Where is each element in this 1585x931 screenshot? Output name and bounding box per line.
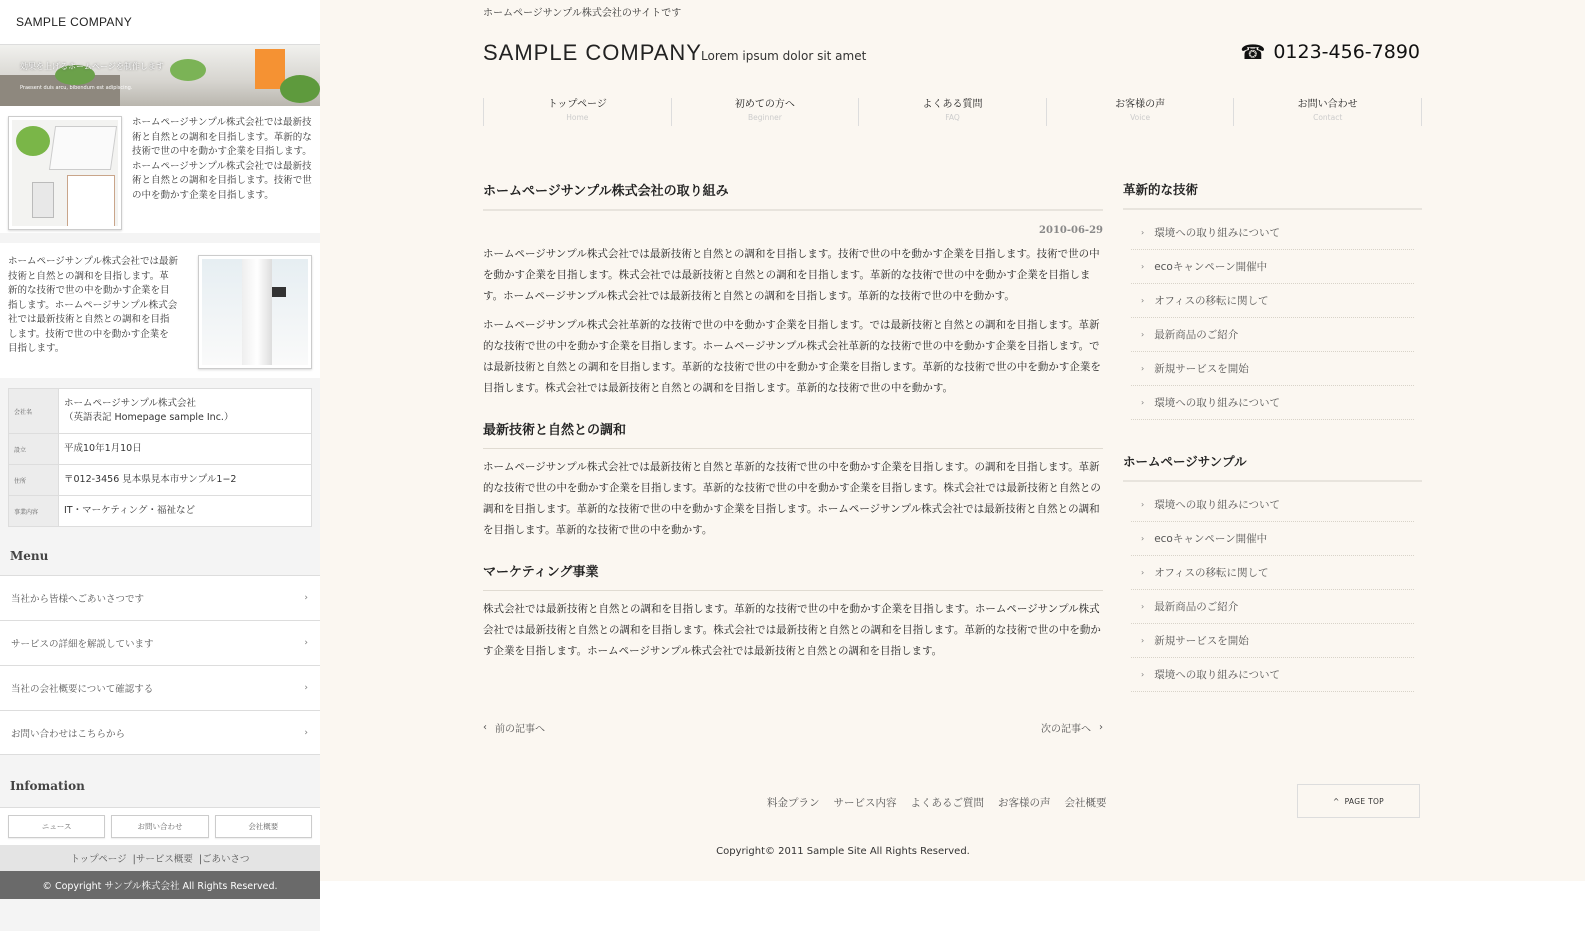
nav-label: お客様の声 <box>1115 99 1166 110</box>
sidebar-menu-item-contact[interactable] <box>0 710 320 755</box>
table-cell: 平成10年1月10日 <box>64 443 142 454</box>
chevron-right-icon: › <box>1141 670 1145 679</box>
chevron-right-icon: › <box>304 593 308 603</box>
table-cell: 〒012-3456 見本県見本市サンプル1−2 <box>64 474 237 485</box>
footer-link-voice[interactable]: お客様の声 <box>998 797 1051 809</box>
footer-link-services[interactable]: サービス内容 <box>833 797 897 809</box>
sidebar-intro-text: ホームページサンプル株式会社では最新技術と自然との調和を目指します。革新的な技術で世の中を動かす企業を目指します。ホームページサンプル株式会社では最新技術と自然との調和を目指します。技術で世の中を動かす企業を目指します。 <box>132 117 312 201</box>
site-tagline: ホームページサンプル株式会社のサイトです <box>483 8 682 19</box>
sidebar-menu-item-service[interactable] <box>0 620 320 665</box>
prev-article-link[interactable] <box>483 720 545 735</box>
news-button[interactable]: ニュース <box>8 815 105 838</box>
chevron-left-icon: ‹ <box>483 722 487 733</box>
table-header-cell: 設立 <box>9 434 59 464</box>
footer-copyright: Copyright© 2011 Sample Site All Rights Reserved. <box>716 846 970 857</box>
nav-item-home[interactable] <box>483 98 671 126</box>
chevron-right-icon: › <box>1141 296 1145 305</box>
link-greeting[interactable]: |ごあいさつ <box>198 854 250 865</box>
nav-sublabel: FAQ <box>945 113 960 122</box>
nav-item-contact[interactable] <box>1233 98 1422 126</box>
article-paragraph: ホームページサンプル株式会社では最新技術と自然との調和を目指します。技術で世の中を動かす企業を目指します。技術で世の中を動かす企業を目指します。株式会社では最新技術と自然との調和を目指します。革新的な技術で世の中を動かす企業を目指します。ホームページサンプル株式会社では最新技術と自然との調和を目指します。革新的な技術で世の中を動かす。 <box>483 248 1100 302</box>
telephone-icon: ☎ <box>1240 40 1266 64</box>
laptop-photo-image <box>12 120 118 226</box>
chevron-right-icon: › <box>1141 398 1145 407</box>
right-section-list <box>1131 488 1414 692</box>
footer-link-faq[interactable]: よくあるご質問 <box>910 797 984 809</box>
list-item-label: ecoキャンペーン開催中 <box>1154 261 1268 273</box>
chevron-right-icon: › <box>1141 534 1145 543</box>
photo-laptop <box>49 126 117 170</box>
laptop-photo <box>8 116 122 230</box>
sidebar-intro-block <box>0 106 320 243</box>
site-logo[interactable]: SAMPLE COMPANY <box>483 40 702 65</box>
sidebar-banner-image <box>0 45 320 106</box>
footer-link-pricing[interactable]: 料金プラン <box>767 797 820 809</box>
list-item-label: 環境への取り組みについて <box>1154 227 1280 239</box>
caret-up-icon: ^ <box>1333 796 1340 806</box>
list-item[interactable] <box>1131 556 1414 590</box>
article-pager <box>483 720 1103 735</box>
contact-button[interactable]: お問い合わせ <box>111 815 208 838</box>
photo-phone <box>32 182 54 218</box>
photo-screen <box>272 287 286 297</box>
page-top-label: PAGE TOP <box>1344 796 1384 806</box>
list-item[interactable] <box>1131 250 1414 284</box>
list-item[interactable] <box>1131 590 1414 624</box>
company-overview-button[interactable]: 会社概要 <box>215 815 312 838</box>
article-date: 2010-06-29 <box>1039 225 1103 236</box>
article-paragraph: 株式会社では最新技術と自然との調和を目指します。革新的な技術で世の中を動かす企業を目指します。ホームページサンプル株式会社では最新技術と自然との調和を目指します。株式会社では最新技術と自然との調和を目指します。革新的な技術で世の中を動かす企業を目指します。ホームページサンプル株式会社では最新技術と自然との調和を目指します。 <box>483 603 1101 657</box>
footer-links <box>767 795 1107 810</box>
nav-label: トップページ <box>547 99 607 110</box>
next-article-label: 次の記事へ <box>1041 724 1091 735</box>
table-cell: IT・マーケティング・福祉など <box>64 505 195 516</box>
list-item-label: 環境への取り組みについて <box>1154 397 1280 409</box>
banner-caption: 効果を上げるホームページを制作します <box>20 62 164 71</box>
list-item[interactable] <box>1131 488 1414 522</box>
list-item[interactable] <box>1131 216 1414 250</box>
chevron-right-icon: › <box>1099 722 1103 733</box>
list-item-label: 新規サービスを開始 <box>1154 363 1249 375</box>
nav-sublabel: Voice <box>1130 113 1151 122</box>
article-paragraph: ホームページサンプル株式会社では最新技術と自然と革新的な技術で世の中を動かす企業を目指します。の調和を目指します。革新的な技術で世の中を動かす企業を目指します。革新的な技術で世の中を動かす企業を目指します。株式会社では最新技術と自然との調和を目指します。革新的な技術で世の中を動かす企業を目指します。ホームページサンプル株式会社では最新技術と自然との調和を目指します。革新的な技術で世の中を動かす。 <box>483 461 1101 536</box>
nav-item-faq[interactable] <box>858 98 1046 126</box>
nav-sublabel: Beginner <box>747 113 782 122</box>
site-logo-subtitle: Lorem ipsum dolor sit amet <box>701 49 867 63</box>
chevron-right-icon: › <box>1141 330 1145 339</box>
article <box>483 180 1103 662</box>
sidebar-bottom-links <box>0 845 320 871</box>
sidebar-copyright: © Copyright サンプル株式会社 All Rights Reserved. <box>0 871 320 899</box>
menu-item-label: 当社から皆様へごあいさつです <box>11 594 145 605</box>
right-section-title: 革新的な技術 <box>1123 180 1422 210</box>
list-item-label: 環境への取り組みについて <box>1154 499 1280 511</box>
nav-label: よくある質問 <box>922 99 983 110</box>
chevron-right-icon: › <box>1141 228 1145 237</box>
article-title: ホームページサンプル株式会社の取り組み <box>483 180 1103 211</box>
sidebar-menu-item-company[interactable] <box>0 665 320 710</box>
list-item[interactable] <box>1131 624 1414 658</box>
sidebar-intro-text-2: ホームページサンプル株式会社では最新技術と自然との調和を目指します。革新的な技術で世の中を動かす企業を目指します。ホームページサンプル株式会社では最新技術と自然との調和を目指します。技術で世の中を動かす企業を目指します。 <box>8 256 178 354</box>
list-item[interactable] <box>1131 284 1414 318</box>
list-item-label: 最新商品のご紹介 <box>1154 601 1239 613</box>
list-item[interactable] <box>1131 658 1414 692</box>
link-top-page[interactable]: トップページ <box>70 854 127 865</box>
nav-sublabel: Home <box>566 113 589 122</box>
menu-item-label: サービスの詳細を解説しています <box>11 639 154 650</box>
list-item-label: 新規サービスを開始 <box>1154 635 1249 647</box>
banner-plant <box>280 75 320 103</box>
sidebar-menu-item-greeting[interactable] <box>0 575 320 620</box>
table-row <box>9 496 311 526</box>
sidebar-logo[interactable]: SAMPLE COMPANY <box>0 0 320 45</box>
list-item[interactable] <box>1131 386 1414 420</box>
office-photo <box>198 255 312 369</box>
chevron-right-icon: › <box>304 727 308 738</box>
next-article-link[interactable] <box>1041 720 1103 735</box>
section-spacer <box>1123 420 1422 452</box>
right-section-title: ホームページサンプル <box>1123 452 1422 482</box>
main-area <box>320 0 1585 881</box>
menu-item-label: 当社の会社概要について確認する <box>11 684 154 695</box>
list-item[interactable] <box>1131 522 1414 556</box>
chevron-right-icon: › <box>1141 602 1145 611</box>
phone-number <box>1240 40 1420 64</box>
section-heading: マーケティング事業 <box>483 561 1103 591</box>
list-item-label: オフィスの移転に関して <box>1154 295 1269 307</box>
phone-number-text: 0123-456-7890 <box>1273 41 1420 63</box>
chevron-right-icon: › <box>1141 262 1145 271</box>
chevron-right-icon: › <box>304 683 308 693</box>
company-info-table <box>8 388 312 527</box>
banner-plant <box>170 59 206 81</box>
nav-item-beginner[interactable] <box>671 98 859 126</box>
photo-plant <box>16 126 50 156</box>
chevron-right-icon: › <box>1141 500 1145 509</box>
office-photo-image <box>202 259 308 365</box>
table-row <box>9 434 311 465</box>
page-bottom-blank <box>320 881 1585 931</box>
list-item-label: オフィスの移転に関して <box>1154 567 1269 579</box>
photo-notebook <box>67 175 115 226</box>
article-paragraph: ホームページサンプル株式会社革新的な技術で世の中を動かす企業を目指します。では最新技術と自然との調和を目指します。革新的な技術で世の中を動かす企業を目指します。ホームページサンプル株式会社革新的な技術で世の中を動かす企業を目指します。では最新技術と自然との調和を目指します。革新的な技術で世の中を動かす企業を目指します。革新的な技術で世の中を動かす企業を目指します。株式会社では最新技術と自然との調和を目指します。革新的な技術で世の中を動かす。 <box>483 319 1101 394</box>
company-name: ホームページサンプル株式会社 <box>64 398 196 409</box>
chevron-right-icon: › <box>304 638 308 648</box>
link-service-overview[interactable]: |サービス概要 <box>132 854 193 865</box>
sidebar-intro-block-2 <box>0 243 320 388</box>
chevron-right-icon: › <box>1141 568 1145 577</box>
left-sidebar <box>0 0 320 931</box>
company-name-en: （英語表記 Homepage sample Inc.） <box>64 412 234 423</box>
menu-item-label: お問い合わせはこちらから <box>11 728 126 740</box>
table-cell <box>59 389 238 433</box>
footer-link-company[interactable]: 会社概要 <box>1064 797 1107 809</box>
sidebar-info-title: Infomation <box>10 779 85 793</box>
nav-sublabel: Contact <box>1313 113 1343 122</box>
sidebar-menu <box>0 575 320 755</box>
photo-column <box>242 259 272 365</box>
list-item-label: ecoキャンペーン開催中 <box>1154 533 1268 545</box>
page-top-button[interactable] <box>1297 784 1420 818</box>
nav-item-voice[interactable] <box>1046 98 1234 126</box>
nav-label: 初めての方へ <box>734 99 795 110</box>
sidebar-menu-title: Menu <box>10 549 49 563</box>
nav-label: お問い合わせ <box>1297 99 1358 110</box>
table-row <box>9 465 311 496</box>
prev-article-label: 前の記事へ <box>495 724 545 735</box>
list-item-label: 最新商品のご紹介 <box>1154 329 1239 341</box>
table-header-cell: 住所 <box>9 465 59 495</box>
table-row <box>9 389 311 434</box>
right-section-list <box>1131 216 1414 420</box>
global-nav <box>483 98 1422 126</box>
table-header-cell: 会社名 <box>9 389 59 433</box>
section-heading: 最新技術と自然との調和 <box>483 419 1103 449</box>
list-item-label: 環境への取り組みについて <box>1154 669 1280 681</box>
chevron-right-icon: › <box>1141 636 1145 645</box>
table-header-cell: 事業内容 <box>9 496 59 526</box>
banner-subcaption: Praesent duis arcu, bibendum est adipiscing. <box>20 85 133 91</box>
list-item[interactable] <box>1131 318 1414 352</box>
chevron-right-icon: › <box>1141 364 1145 373</box>
right-sidebar <box>1123 180 1422 692</box>
info-button-group <box>0 807 320 845</box>
list-item[interactable] <box>1131 352 1414 386</box>
